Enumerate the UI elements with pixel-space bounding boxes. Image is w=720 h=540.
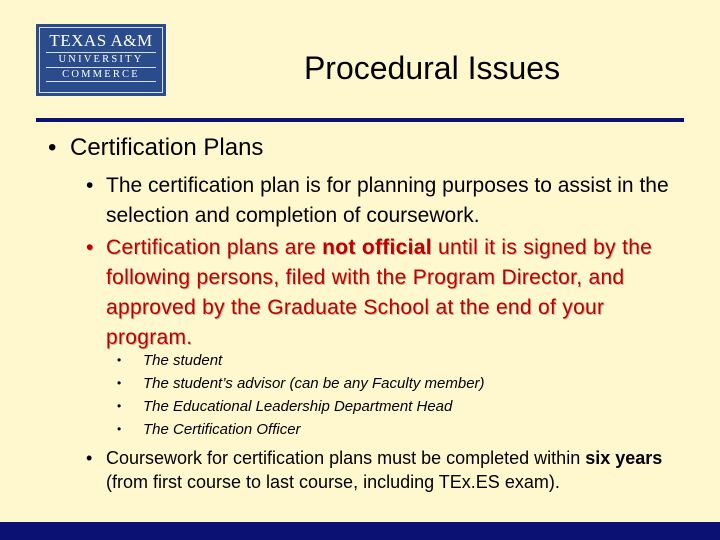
bullet-icon: • — [86, 236, 94, 259]
person-item — [117, 349, 222, 372]
person-item — [117, 395, 452, 418]
person-text: The student’s advisor (can be any Faculty member) — [143, 375, 485, 392]
point-item-2 — [86, 233, 686, 353]
bullet-icon: • — [86, 448, 93, 468]
person-text: The Certification Officer — [143, 421, 301, 438]
bullet-icon: • — [48, 134, 57, 161]
bullet-icon: • — [117, 376, 122, 390]
point-text-2 — [106, 233, 686, 353]
point-3-after: (from first course to last course, including TEx.ES exam). — [106, 472, 560, 492]
heading-item — [48, 133, 263, 163]
point-2-before: Certification plans are — [106, 236, 323, 259]
person-text: The Educational Leadership Department Head — [143, 398, 453, 415]
bullet-icon: • — [117, 422, 122, 436]
point-text-3 — [106, 446, 676, 494]
person-item — [117, 418, 301, 441]
point-3-before: Coursework for certification plans must be completed within — [106, 448, 586, 468]
bullet-icon: • — [86, 174, 94, 197]
point-item-1 — [86, 171, 686, 231]
title-divider — [36, 118, 684, 122]
person-item — [117, 372, 485, 395]
logo-text-line2: UNIVERSITY — [46, 52, 156, 66]
logo-frame — [39, 27, 163, 93]
point-3-bold: six years — [585, 448, 663, 468]
slide-title: Procedural Issues — [303, 50, 561, 86]
logo-text-line1: TEXAS A&M — [49, 31, 153, 50]
point-item-3 — [86, 446, 676, 494]
footer-bar — [0, 522, 720, 540]
point-2-emphasis: not official — [322, 236, 432, 259]
person-text: The student — [143, 352, 223, 369]
bullet-icon: • — [117, 353, 122, 367]
point-2-after: until it is signed by the following persons, filed with the Program Director, and approved by the Graduate School at the end of your program. — [106, 236, 653, 349]
logo-text-line3: COMMERCE — [46, 67, 156, 82]
heading-text: Certification Plans — [70, 134, 264, 161]
point-text-1: The certification plan is for planning purposes to assist in the selection and completion of coursework. — [106, 174, 669, 227]
tamu-commerce-logo — [36, 24, 166, 96]
bullet-icon: • — [117, 399, 122, 413]
